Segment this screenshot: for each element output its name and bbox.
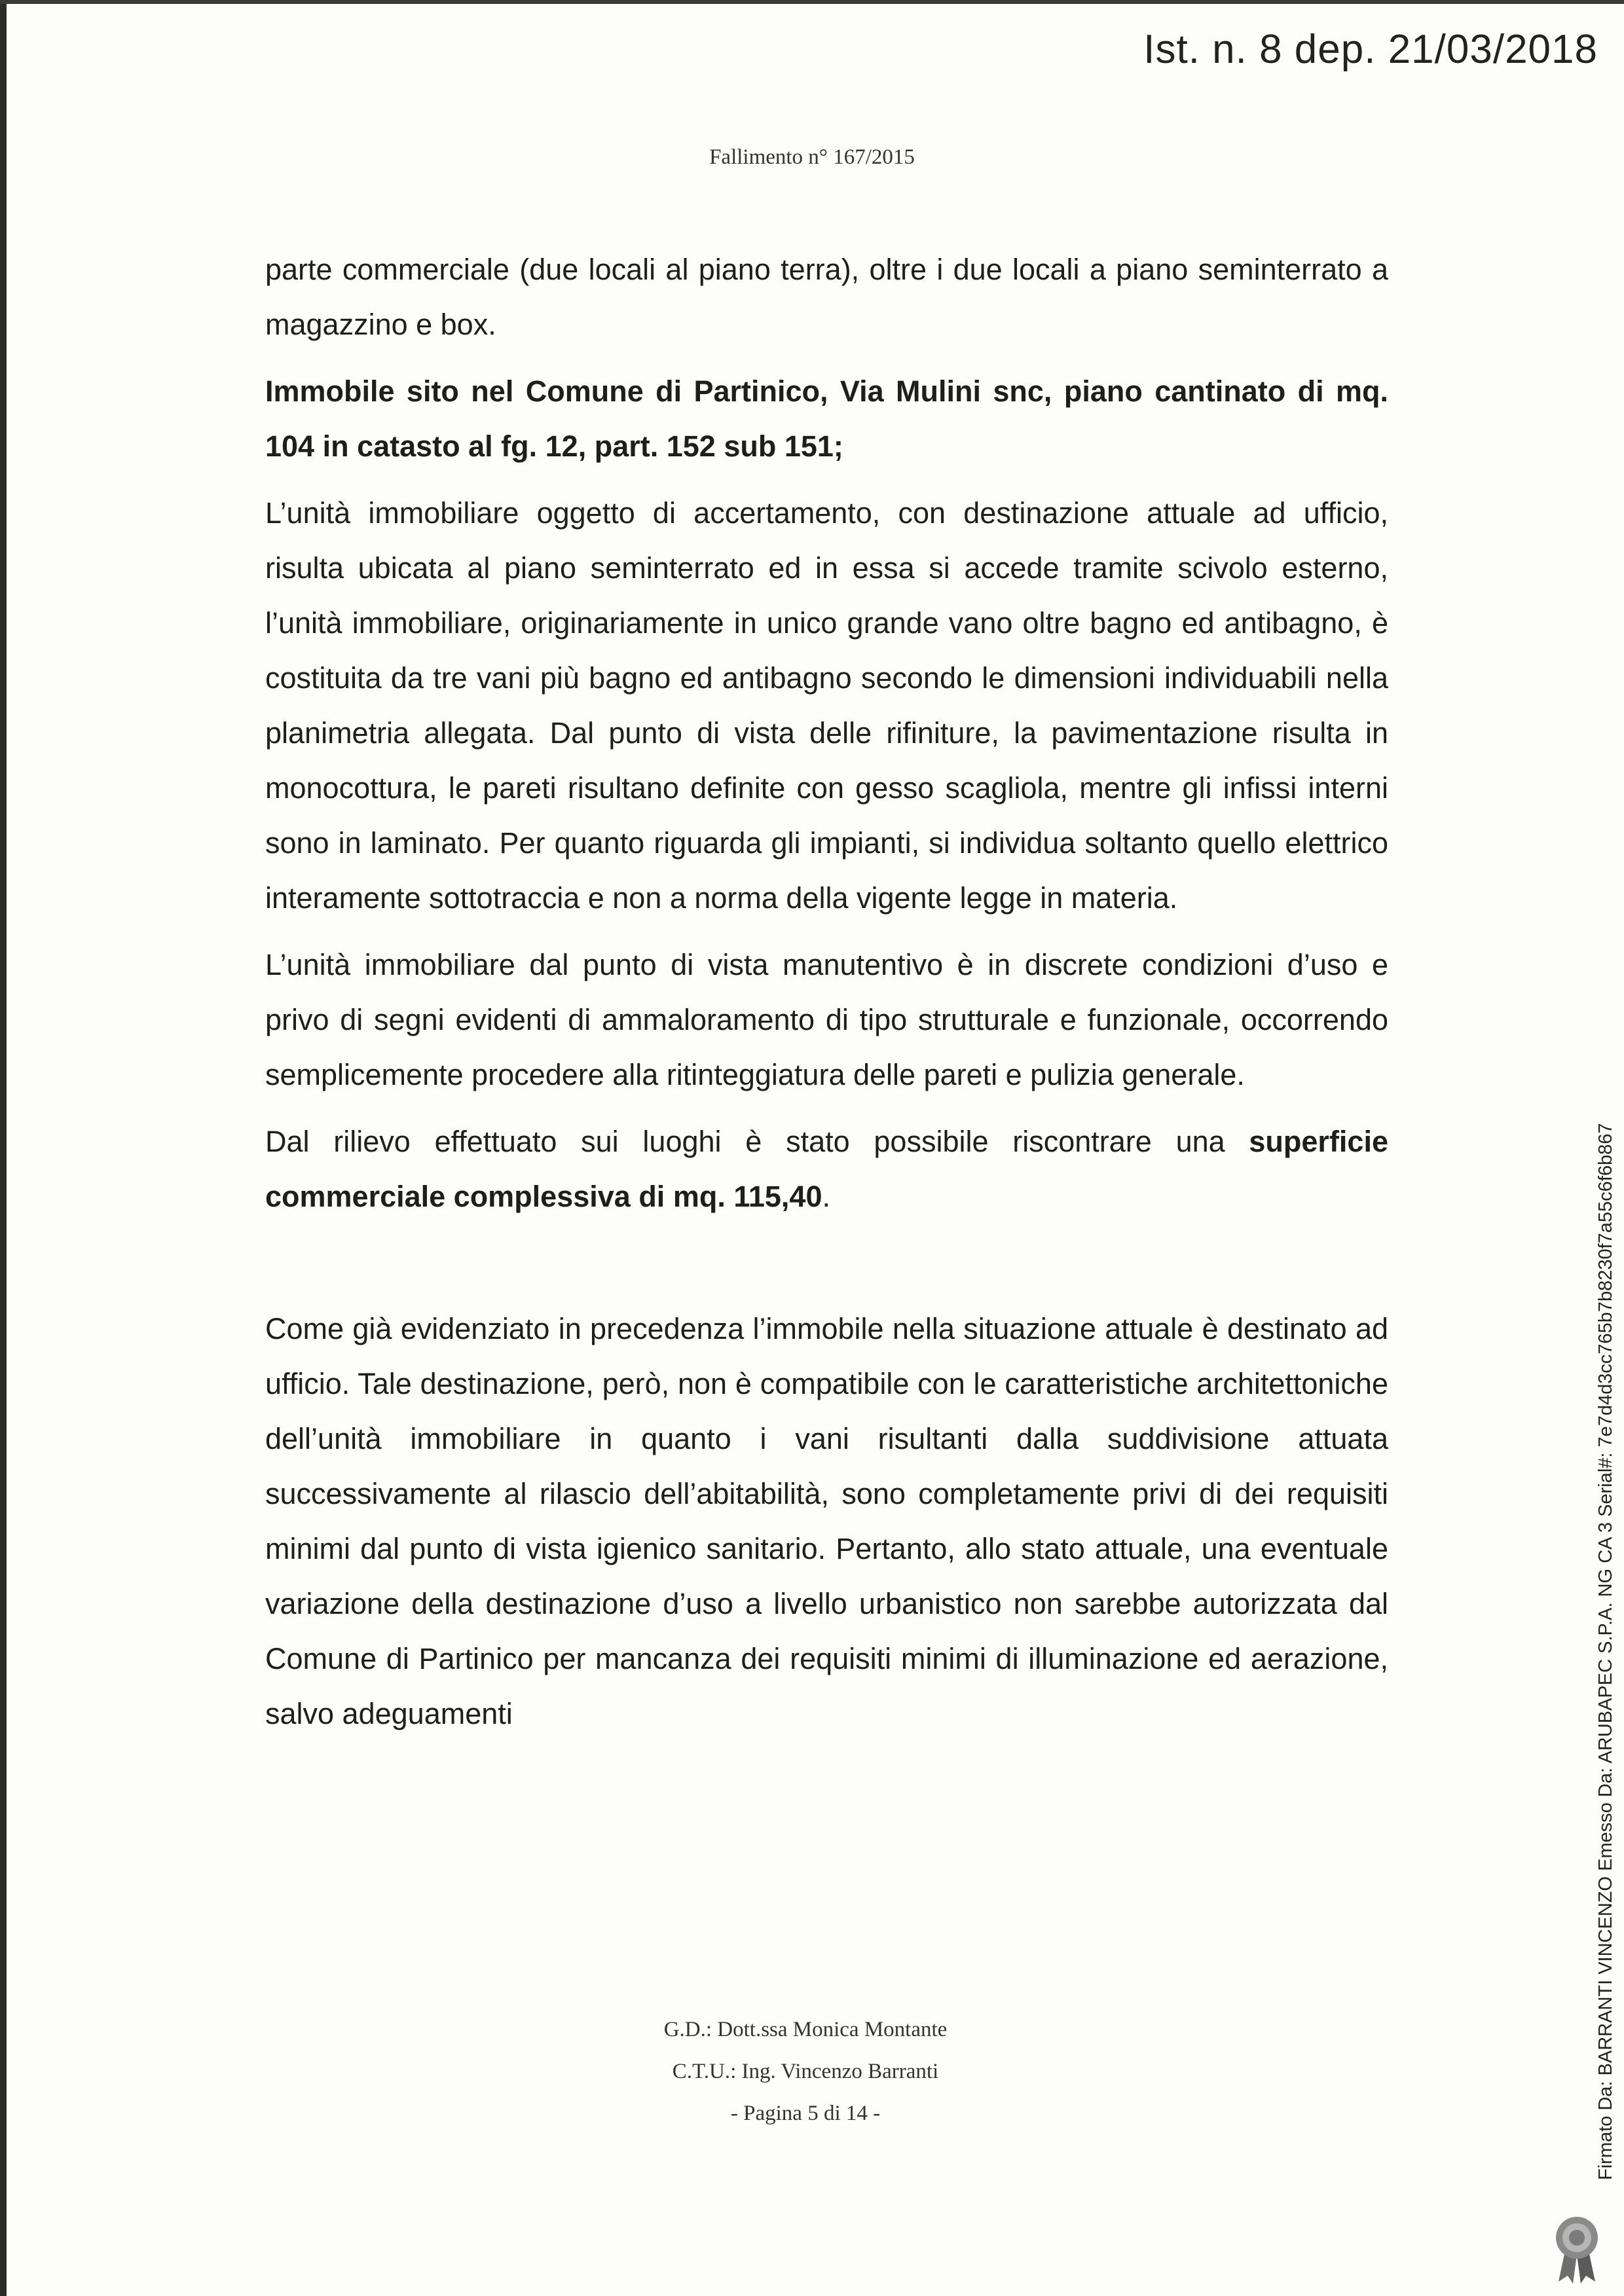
surface-text-end: .: [822, 1180, 830, 1213]
footer-ctu: C.T.U.: Ing. Vincenzo Barranti: [672, 2060, 939, 2083]
scan-edge-top: [0, 0, 1624, 4]
surface-value: superficie commerciale complessiva di mq. 115,40: [265, 1125, 1388, 1213]
paragraph-surface: [265, 1114, 1388, 1224]
page-header: Fallimento n° 167/2015: [709, 145, 915, 169]
page-footer: [0, 2009, 1611, 2134]
document-body: [265, 242, 1388, 1741]
property-heading: Immobile sito nel Comune di Partinico, Via Mulini snc, piano cantinato di mq. 104 in catasto al fg. 12, part. 152 sub 151;: [265, 374, 1388, 463]
scan-edge-left: [0, 0, 7, 2296]
paragraph-maintenance: L’unità immobiliare dal punto di vista manutentivo è in discrete condizioni d’uso e privo di segni evidenti di ammaloramento di tipo strutturale e funzionale, occorrendo semplicemente procedere alla ritinteggiatura delle pareti e pulizia generale.: [265, 948, 1388, 1091]
deposit-stamp: Ist. n. 8 dep. 21/03/2018: [1143, 27, 1598, 72]
paragraph-intro: parte commerciale (due locali al piano terra), oltre i due locali a piano seminterrato a magazzino e box.: [265, 253, 1388, 341]
certificate-seal-icon: [1551, 2213, 1603, 2285]
footer-judge: G.D.: Dott.ssa Monica Montante: [663, 2018, 948, 2041]
paragraph-destination: Come già evidenziato in precedenza l’immobile nella situazione attuale è destinato ad ufficio. Tale destinazione, però, non è compatibile con le caratteristiche architettoniche dell’unità immobiliare in quanto i vani risultanti dalla suddivisione attuata successivamente al rilascio dell’abitabilità, sono completamente privi di dei requisiti minimi dal punto di vista igienico sanitario. Pertanto, allo stato attuale, una eventuale variazione della destinazione d’uso a livello urbanistico non sarebbe autorizzata dal Comune di Partinico per mancanza dei requisiti minimi di illuminazione ed aerazione, salvo adeguamenti: [265, 1312, 1388, 1730]
digital-signature-text: Firmato Da: BARRANTI VINCENZO Emesso Da: ARUBAPEC S.P.A. NG CA 3 Serial#: 7e7d4d3cc765b7b8230f7a55c6f6b867: [1595, 1123, 1616, 2180]
footer-page-number: - Pagina 5 di 14 -: [730, 2102, 881, 2125]
surface-text-start: Dal rilievo effettuato sui luoghi è stato possibile riscontrare una: [265, 1125, 1249, 1158]
paragraph-description: L’unità immobiliare oggetto di accertamento, con destinazione attuale ad ufficio, risulta ubicata al piano seminterrato ed in essa si accede tramite scivolo esterno, l’unità immobiliare, originariamente in unico grande vano oltre bagno ed antibagno, è costituita da tre vani più bagno ed antibagno secondo le dimensioni individuabili nella planimetria allegata. Dal punto di vista delle rifiniture, la pavimentazione risulta in monocottura, le pareti risultano definite con gesso scagliola, mentre gli infissi interni sono in laminato. Per quanto riguarda gli impianti, si individua soltanto quello elettrico interamente sottotraccia e non a norma della vigente legge in materia.: [265, 496, 1388, 915]
